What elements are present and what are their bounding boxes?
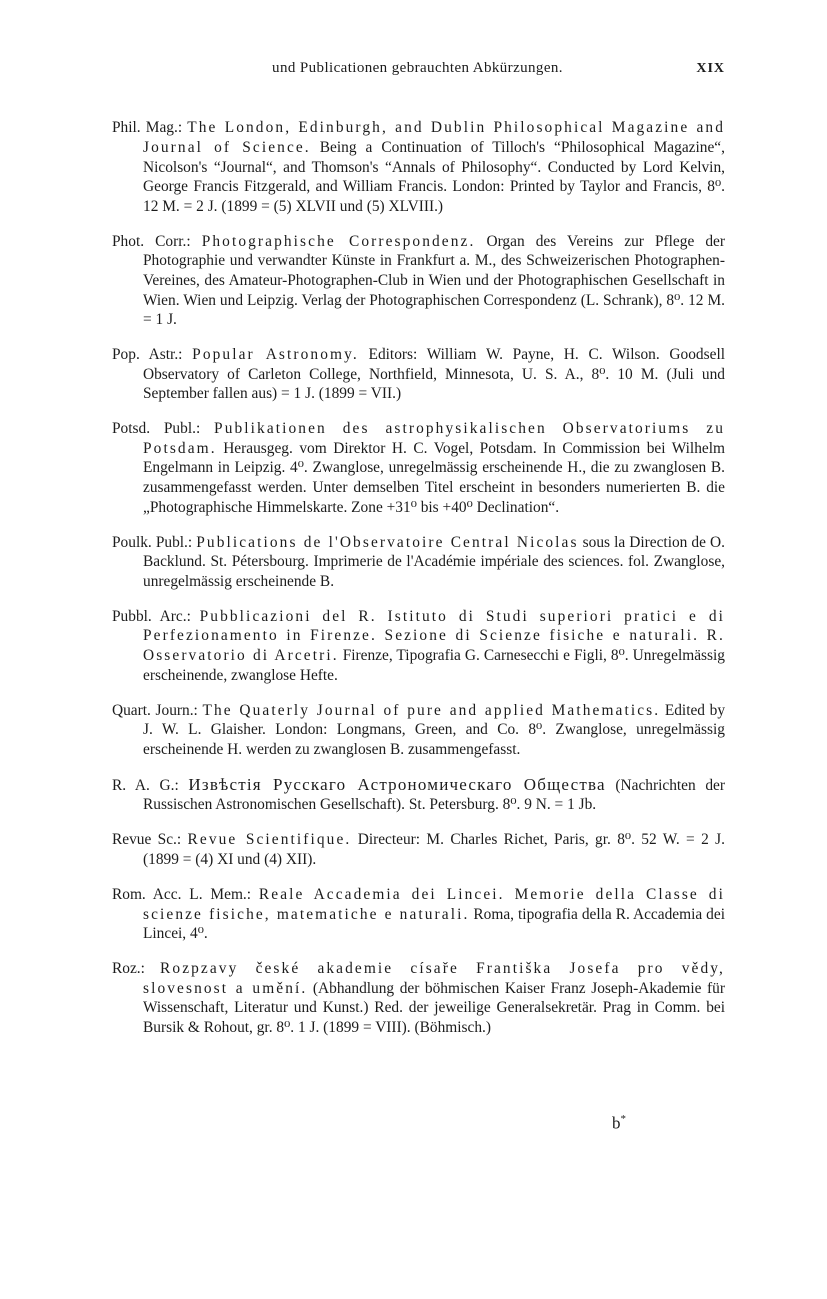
entry-title: Revue Scientifique.	[187, 831, 352, 849]
signature-star: *	[620, 1113, 626, 1125]
list-item	[112, 775, 725, 815]
entry-title: Rozpzavy české akademie císaře Františka Josefa pro vědy, slovesnost a umění.	[143, 960, 725, 997]
entry-description: Directeur: M. Charles Richet, Paris, gr. 8⁰. 52 W. = 2 J. (1899 = (4) XI und (4) XII).	[143, 831, 725, 868]
entry-description: Herausgeg. vom Direktor H. C. Vogel, Potsdam. In Commission bei Wilhelm Engelmann in Leipzig. 4⁰. Zwanglose, unregelmässig erscheinende H., die zu zwanglosen B. zusammengefasst werden. Unter demselben Titel erscheint in besonders numerierten B. die „Photographische Himmelskarte. Zone +31⁰ bis +40⁰ Declination“.	[143, 439, 725, 516]
entry-description: Being a Continuation of Tilloch's “Philosophical Magazine“, Nicolson's “Journal“, and Thomson's “Annals of Philosophy“. Conducted by Lord Kelvin, George Francis Fitzgerald, and William Francis. London: Printed by Taylor and Francis, 8⁰. 12 M. = 2 J. (1899 = (5) XLVII und (5) XLVIII.)	[143, 138, 725, 215]
entry-title: Reale Accademia dei Lincei. Memorie della Classe di scienze fisiche, matematiche e naturali.	[143, 885, 725, 923]
entry-abbreviation: Roz.:	[112, 960, 145, 978]
sheet-signature	[612, 1113, 626, 1134]
running-title: und Publicationen gebrauchten Abkürzungen.	[272, 60, 563, 76]
entry-title: Photographische Correspondenz.	[201, 232, 476, 250]
entry-description: Firenze, Tipografia G. Carnesecchi e Figli, 8⁰. Unregelmässig erscheinende, zwanglose Hefte.	[143, 647, 725, 684]
list-item	[112, 885, 725, 944]
page-number: XIX	[696, 61, 725, 76]
entry-description: (Nachrichten der Russischen Astronomischen Gesellschaft). St. Petersburg. 8⁰. 9 N. = 1 Jb.	[143, 776, 725, 814]
list-item	[112, 607, 725, 685]
entry-title: Publikationen des astrophysikalischen Observatoriums zu Potsdam.	[143, 420, 725, 457]
entry-description: sous la Direction de O. Backlund. St. Pétersbourg. Imprimerie de l'Académie impériale des sciences. fol. Zwanglose, unregelmässig erscheinende B.	[143, 533, 725, 590]
list-item	[112, 533, 725, 592]
list-item	[112, 959, 725, 1037]
entry-abbreviation: Rom. Acc. L. Mem.:	[112, 885, 252, 903]
entry-abbreviation: Quart. Journ.:	[112, 701, 198, 719]
entry-abbreviation: Potsd. Publ.:	[112, 420, 201, 438]
entry-title: Извѣстія Русскаго Астрономическаго Общества	[188, 774, 606, 794]
entry-abbreviation: Phot. Corr.:	[112, 232, 191, 250]
entry-abbreviation: Revue Sc.:	[112, 831, 182, 849]
entry-abbreviation: Poulk. Publ.:	[112, 533, 193, 551]
list-item	[112, 701, 725, 760]
entry-abbreviation: R. A. G.:	[112, 776, 179, 794]
entry-abbreviation: Phil. Mag.:	[112, 119, 183, 137]
entry-title: The London, Edinburgh, and Dublin Philosophical Magazine and Journal of Science.	[143, 119, 726, 156]
signature-mark: b	[612, 1113, 621, 1133]
list-item	[112, 419, 725, 517]
entry-title: Popular Astronomy.	[192, 346, 359, 364]
entry-title: Pubblicazioni del R. Istituto di Studi superiori pratici e di Perfezionamento in Firenze. Sezione di Scienze fisiche e naturali. R. Osservatorio di Arcetri.	[143, 607, 725, 664]
entry-abbreviation: Pubbl. Arc.:	[112, 607, 191, 625]
entry-title: The Quaterly Journal of pure and applied Mathematics.	[202, 701, 661, 719]
list-item	[112, 830, 725, 869]
list-item	[112, 118, 725, 216]
entry-abbreviation: Pop. Astr.:	[112, 346, 183, 364]
entry-title: Publications de l'Observatoire Central Nicolas	[196, 533, 579, 551]
list-item	[112, 232, 725, 330]
abbreviation-list	[112, 103, 725, 1044]
entry-description: Organ des Vereins zur Pflege der Photographie und verwandter Künste in Frankfurt a. M., des Schweizerischen Photographen-Vereines, des Amateur-Photographen-Club in Wien und der Photographischen Gesellschaft in Wien. Wien und Leipzig. Verlag der Photographischen Correspondenz (L. Schrank), 8⁰. 12 M. = 1 J.	[143, 232, 725, 329]
page-header	[110, 60, 725, 82]
entry-description: (Abhandlung der böhmischen Kaiser Franz Joseph-Akademie für Wissenschaft, Literatur und Kunst.) Red. der jeweilige Generalsekretär. Prag in Comm. bei Bursik & Rohout, gr. 8⁰. 1 J. (1899 = VIII). (Böhmisch.)	[143, 979, 725, 1036]
list-item	[112, 345, 725, 404]
entry-description: Edited by J. W. L. Glaisher. London: Longmans, Green, and Co. 8⁰. Zwanglose, unregelmässig erscheinende H. werden zu zwanglosen B. zusammengefasst.	[143, 701, 726, 758]
entry-description: Roma, tipografia della R. Accademia dei Lincei, 4⁰.	[143, 905, 725, 943]
entry-description: Editors: William W. Payne, H. C. Wilson. Goodsell Observatory of Carleton College, Northfield, Minnesota, U. S. A., 8⁰. 10 M. (Juli und September fallen aus) = 1 J. (1899 = VII.)	[143, 346, 726, 403]
